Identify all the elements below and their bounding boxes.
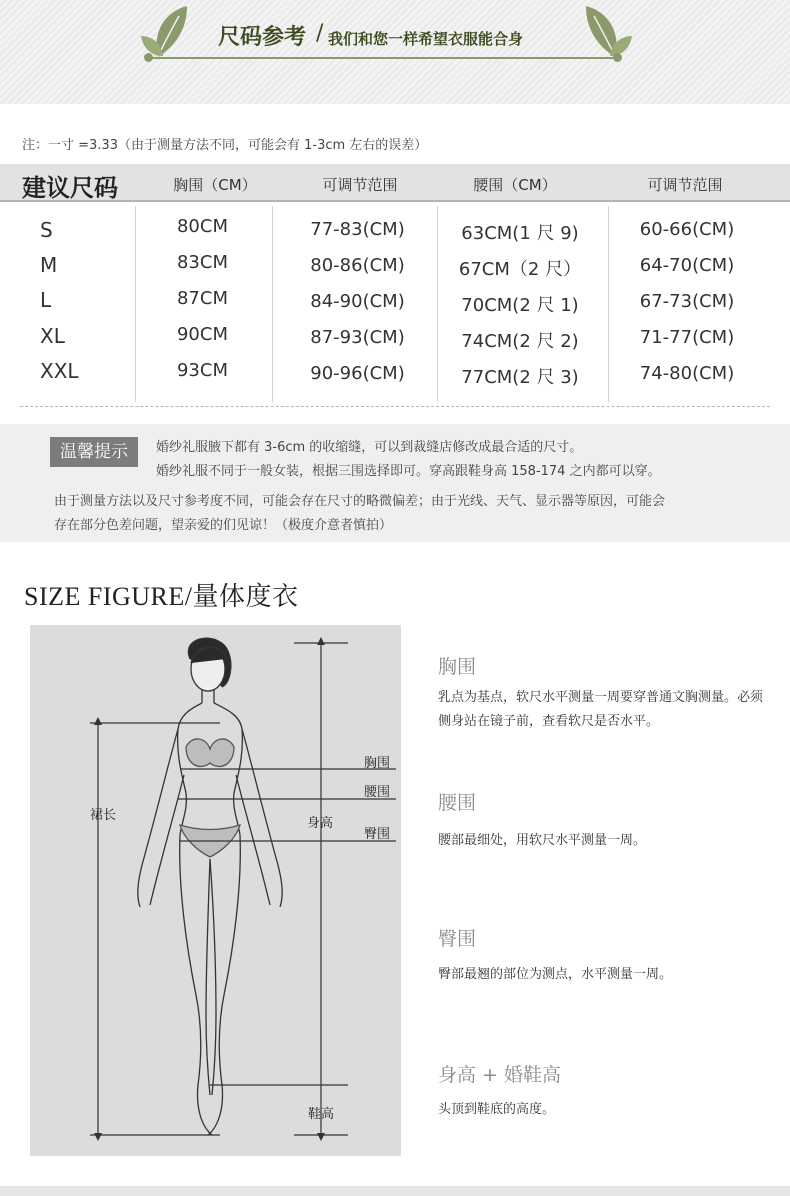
cell-bust: 90CM: [176, 324, 228, 345]
cell-size: L: [40, 288, 52, 312]
desc-text-waist: 腰部最细处，用软尺水平测量一周。: [438, 833, 647, 848]
header-bust: 胸围（CM）: [173, 176, 257, 194]
cell-bust-range: 84-90(CM): [310, 291, 405, 312]
cell-waist-range: 60-66(CM): [639, 219, 735, 240]
tips-line: 存在部分色差问题，望亲爱的们见谅！（极度介意者慎拍）: [54, 518, 393, 533]
tips-line: 由于测量方法以及尺寸参考度不同，可能会存在尺寸的略微偏差；由于光线、天气、显示器等原因，可能会: [54, 494, 666, 509]
label-bust: 胸围: [364, 756, 391, 771]
cell-bust: 93CM: [176, 360, 228, 381]
col-divider: [608, 206, 609, 402]
col-divider: [272, 206, 273, 402]
measurement-figure-panel: [30, 625, 401, 1156]
size-figure-title: SIZE FIGURE/量体度衣: [24, 582, 299, 611]
table-title: 建议尺码: [22, 174, 118, 202]
cell-bust-range: 87-93(CM): [310, 327, 405, 348]
cell-size: XL: [40, 324, 65, 348]
woman-figure-illustration: [30, 625, 401, 1156]
table-bottom-divider: [20, 406, 770, 407]
label-height: 身高: [307, 816, 334, 831]
desc-text-height: 头顶到鞋底的高度。: [438, 1102, 556, 1117]
desc-text-bust: 乳点为基点，软尺水平测量一周要穿普通文胸测量。必须侧身站在镜子前，查看软尺是否水平。: [438, 690, 764, 729]
desc-heading-height: 身高 + 婚鞋高: [438, 1064, 561, 1086]
col-divider: [437, 206, 438, 402]
label-shoe-height: 鞋高: [308, 1107, 335, 1122]
cell-bust-range: 77-83(CM): [310, 219, 405, 240]
label-hip: 臀围: [364, 827, 391, 842]
cell-size: XXL: [40, 359, 79, 383]
cell-waist-range: 64-70(CM): [639, 255, 735, 276]
desc-heading-bust: 胸围: [438, 656, 477, 678]
cell-size: M: [40, 253, 58, 277]
cell-waist: 63CM(1 尺 9): [461, 223, 579, 244]
cell-waist-range: 71-77(CM): [639, 327, 735, 348]
cell-bust-range: 80-86(CM): [310, 255, 405, 276]
cell-bust-range: 90-96(CM): [310, 363, 405, 384]
header-banner: [0, 0, 790, 104]
size-table-header: [0, 164, 790, 202]
col-divider: [135, 206, 136, 402]
banner-dot-left: [144, 53, 153, 62]
header-bust-range: 可调节范围: [322, 176, 398, 194]
banner-rule: [148, 57, 618, 59]
desc-heading-waist: 腰围: [438, 792, 477, 814]
banner-title: 尺码参考: [218, 24, 307, 50]
cell-waist-range: 67-73(CM): [639, 291, 735, 312]
header-waist: 腰围（CM）: [473, 176, 557, 194]
tips-line: 婚纱礼服腋下都有 3-6cm 的收缩缝，可以到裁缝店修改成最合适的尺寸。: [156, 440, 583, 455]
banner-dot-right: [613, 53, 622, 62]
label-skirt-length: 裙长: [90, 808, 117, 823]
cell-waist: 74CM(2 尺 2): [461, 331, 579, 352]
tips-box: [0, 424, 790, 542]
cell-bust: 83CM: [176, 252, 228, 273]
banner-slash: /: [316, 21, 324, 46]
cell-waist: 77CM(2 尺 3): [461, 367, 579, 388]
tips-line: 婚纱礼服不同于一般女装，根据三围选择即可。穿高跟鞋身高 158-174 之内都可以穿。: [156, 464, 661, 479]
cell-size: S: [40, 218, 53, 242]
bottom-strip: [0, 1186, 790, 1196]
label-waist: 腰围: [364, 785, 391, 800]
desc-heading-hip: 臀围: [438, 928, 477, 950]
cell-waist: 70CM(2 尺 1): [461, 295, 579, 316]
cell-waist: 67CM（2 尺）: [458, 259, 582, 280]
measure-note: 注：一寸 =3.33（由于测量方法不同，可能会有 1-3cm 左右的误差）: [22, 138, 428, 153]
desc-text-hip: 臀部最翘的部位为测点，水平测量一周。: [438, 967, 673, 982]
cell-waist-range: 74-80(CM): [639, 363, 735, 384]
banner-subtitle: 我们和您一样希望衣服能合身: [328, 30, 524, 48]
tips-badge: 温馨提示: [50, 437, 138, 467]
cell-bust: 87CM: [176, 288, 228, 309]
cell-bust: 80CM: [176, 216, 228, 237]
header-waist-range: 可调节范围: [647, 176, 723, 194]
